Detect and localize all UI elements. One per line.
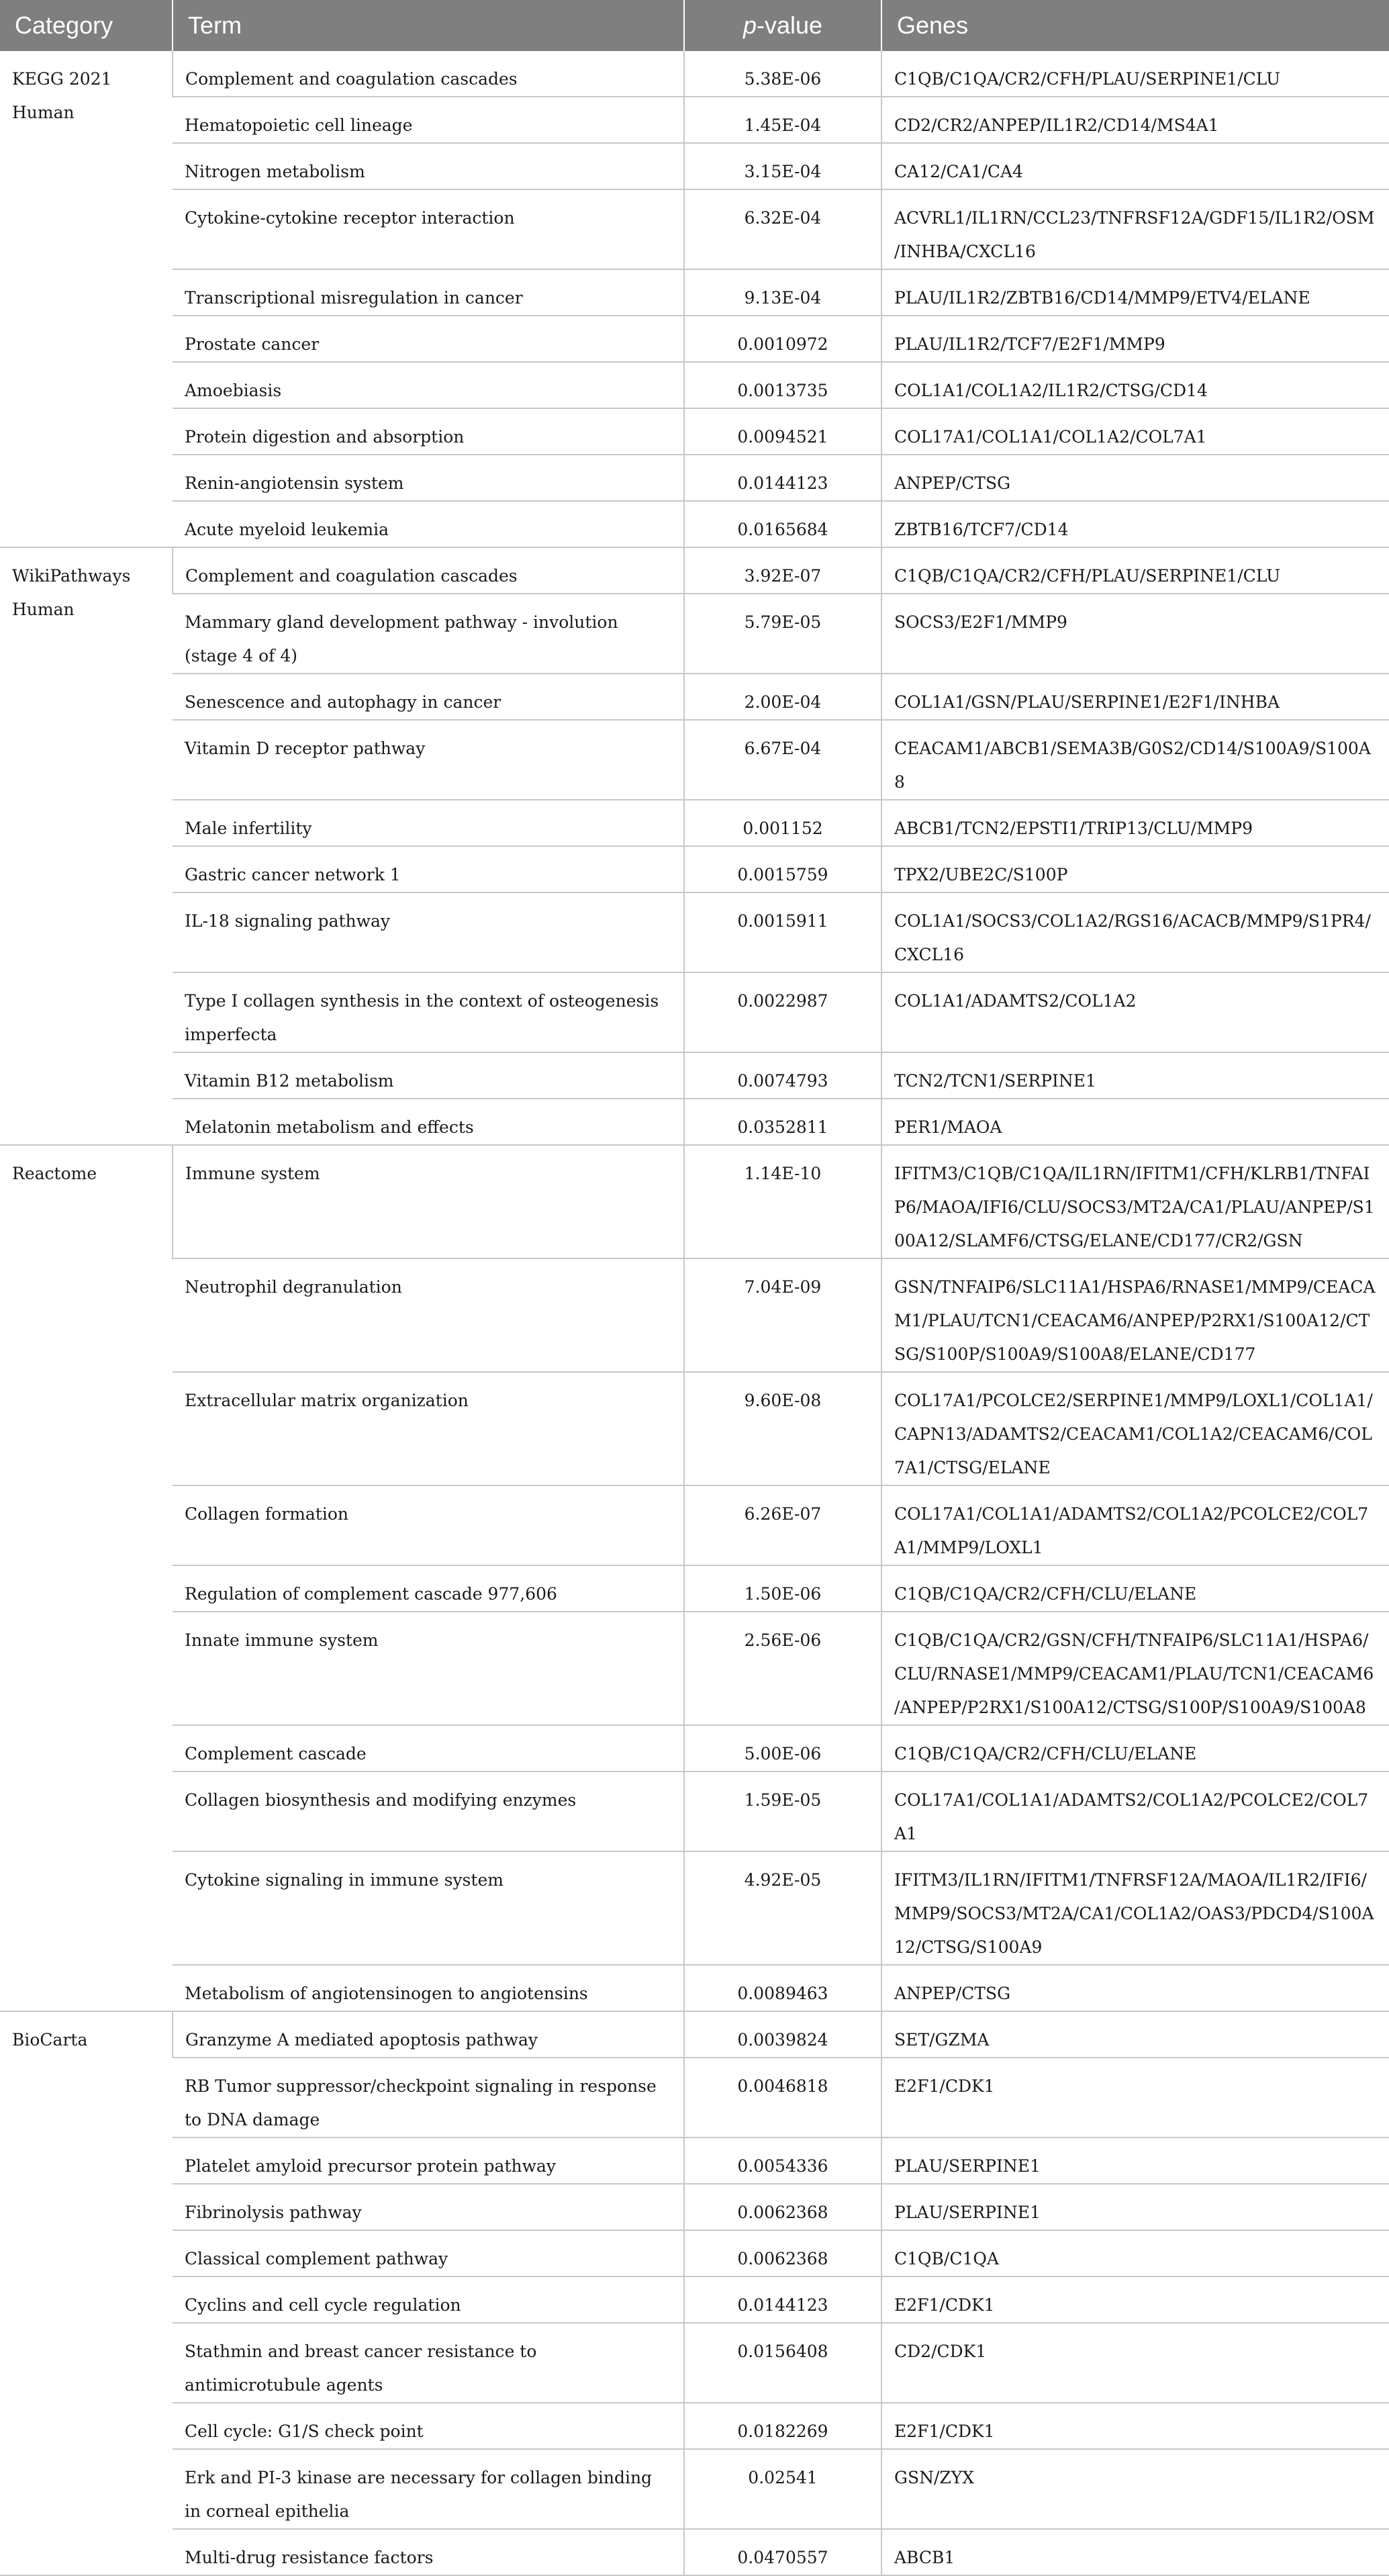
pvalue-cell: 0.0094521 (684, 408, 881, 455)
term-cell: Prostate cancer (173, 316, 684, 362)
pvalue-cell: 0.0022987 (684, 972, 881, 1052)
genes-cell: PLAU/SERPINE1 (881, 2137, 1389, 2184)
term-cell: Senescence and autophagy in cancer (173, 674, 684, 720)
genes-cell: C1QB/C1QA/CR2/CFH/PLAU/SERPINE1/CLU (881, 51, 1389, 97)
table-body (0, 51, 1389, 2575)
term-cell: Nitrogen metabolism (173, 143, 684, 189)
table-row (0, 972, 1389, 1052)
genes-cell: ZBTB16/TCF7/CD14 (881, 501, 1389, 547)
term-cell: Extracellular matrix organization (173, 1372, 684, 1485)
pvalue-cell: 0.0062368 (684, 2230, 881, 2276)
term-cell: Platelet amyloid precursor protein pathway (173, 2137, 684, 2184)
pvalue-cell: 1.50E-06 (684, 1565, 881, 1612)
genes-cell: E2F1/CDK1 (881, 2403, 1389, 2449)
genes-cell: CEACAM1/ABCB1/SEMA3B/G0S2/CD14/S100A9/S100A8 (881, 720, 1389, 800)
genes-cell: COL1A1/ADAMTS2/COL1A2 (881, 972, 1389, 1052)
table-row (0, 408, 1389, 455)
term-cell: Erk and PI-3 kinase are necessary for collagen binding in corneal epithelia (173, 2449, 684, 2529)
table-row (0, 594, 1389, 674)
term-cell: Regulation of complement cascade 977,606 (173, 1565, 684, 1612)
term-cell: Collagen formation (173, 1485, 684, 1565)
term-cell: Collagen biosynthesis and modifying enzymes (173, 1772, 684, 1851)
pvalue-cell: 9.13E-04 (684, 269, 881, 316)
pvalue-cell: 0.0089463 (684, 1965, 881, 2011)
table-row (0, 800, 1389, 846)
pvalue-cell: 0.0144123 (684, 2276, 881, 2323)
table-row (0, 2323, 1389, 2403)
pvalue-cell: 1.45E-04 (684, 97, 881, 143)
term-cell: Innate immune system (173, 1612, 684, 1725)
table-row (0, 2403, 1389, 2449)
genes-cell: ABCB1 (881, 2529, 1389, 2575)
genes-cell: IFITM3/C1QB/C1QA/IL1RN/IFITM1/CFH/KLRB1/TNFAIP6/MAOA/IFI6/CLU/SOCS3/MT2A/CA1/PLAU/ANPEP/S100A12/SLAMF6/CTSG/ELANE/CD177/CR2/GSN (881, 1145, 1389, 1258)
pvalue-cell: 3.15E-04 (684, 143, 881, 189)
genes-cell: COL17A1/COL1A1/ADAMTS2/COL1A2/PCOLCE2/COL7A1 (881, 1772, 1389, 1851)
pvalue-cell: 2.56E-06 (684, 1612, 881, 1725)
genes-cell: CD2/CDK1 (881, 2323, 1389, 2403)
table-row (0, 501, 1389, 547)
pvalue-cell: 5.79E-05 (684, 594, 881, 674)
table-row (0, 547, 1389, 594)
pvalue-cell: 0.0144123 (684, 455, 881, 501)
genes-cell: C1QB/C1QA/CR2/CFH/PLAU/SERPINE1/CLU (881, 547, 1389, 594)
pvalue-cell: 0.0352811 (684, 1099, 881, 1145)
table-row (0, 2058, 1389, 2137)
pvalue-cell: 0.0046818 (684, 2058, 881, 2137)
term-cell: Multi-drug resistance factors (173, 2529, 684, 2575)
genes-cell: C1QB/C1QA (881, 2230, 1389, 2276)
genes-cell: ANPEP/CTSG (881, 455, 1389, 501)
category-cell: Reactome (0, 1145, 173, 2011)
term-cell: Male infertility (173, 800, 684, 846)
term-cell: Granzyme A mediated apoptosis pathway (173, 2011, 684, 2058)
table-row (0, 316, 1389, 362)
table-row (0, 1052, 1389, 1099)
term-cell: Mammary gland development pathway - involution (stage 4 of 4) (173, 594, 684, 674)
genes-cell: COL17A1/COL1A1/ADAMTS2/COL1A2/PCOLCE2/COL7A1/MMP9/LOXL1 (881, 1485, 1389, 1565)
genes-cell: SOCS3/E2F1/MMP9 (881, 594, 1389, 674)
table-row (0, 1145, 1389, 1258)
term-cell: Immune system (173, 1145, 684, 1258)
term-cell: Gastric cancer network 1 (173, 846, 684, 892)
genes-cell: GSN/TNFAIP6/SLC11A1/HSPA6/RNASE1/MMP9/CEACAM1/PLAU/TCN1/CEACAM6/ANPEP/P2RX1/S100A12/CTSG/S100P/S100A9/S100A8/ELANE/CD177 (881, 1258, 1389, 1372)
pvalue-cell: 7.04E-09 (684, 1258, 881, 1372)
table-row (0, 1372, 1389, 1485)
table-row (0, 892, 1389, 972)
term-cell: IL-18 signaling pathway (173, 892, 684, 972)
category-cell: KEGG 2021 Human (0, 51, 173, 547)
term-cell: Classical complement pathway (173, 2230, 684, 2276)
term-cell: Metabolism of angiotensinogen to angiotensins (173, 1965, 684, 2011)
genes-cell: C1QB/C1QA/CR2/GSN/CFH/TNFAIP6/SLC11A1/HSPA6/CLU/RNASE1/MMP9/CEACAM1/PLAU/TCN1/CEACAM6/ANPEP/P2RX1/S100A12/CTSG/S100P/S100A9/S100A8 (881, 1612, 1389, 1725)
pvalue-cell: 0.0013735 (684, 362, 881, 408)
pvalue-cell: 0.0470557 (684, 2529, 881, 2575)
genes-cell: SET/GZMA (881, 2011, 1389, 2058)
pvalue-cell: 0.0182269 (684, 2403, 881, 2449)
term-cell: Cytokine signaling in immune system (173, 1851, 684, 1965)
table-row (0, 1258, 1389, 1372)
term-cell: Transcriptional misregulation in cancer (173, 269, 684, 316)
table-row (0, 362, 1389, 408)
table-row (0, 97, 1389, 143)
genes-cell: TCN2/TCN1/SERPINE1 (881, 1052, 1389, 1099)
pvalue-cell: 1.14E-10 (684, 1145, 881, 1258)
term-cell: Complement and coagulation cascades (173, 51, 684, 97)
header-pvalue (684, 0, 881, 51)
term-cell: Melatonin metabolism and effects (173, 1099, 684, 1145)
table-row (0, 2184, 1389, 2230)
term-cell: Cyclins and cell cycle regulation (173, 2276, 684, 2323)
pvalue-cell: 0.0165684 (684, 501, 881, 547)
genes-cell: C1QB/C1QA/CR2/CFH/CLU/ELANE (881, 1725, 1389, 1772)
table-row (0, 143, 1389, 189)
header-pvalue-rest: -value (756, 11, 823, 39)
genes-cell: ANPEP/CTSG (881, 1965, 1389, 2011)
term-cell: Cytokine-cytokine receptor interaction (173, 189, 684, 269)
term-cell: Fibrinolysis pathway (173, 2184, 684, 2230)
pvalue-cell: 3.92E-07 (684, 547, 881, 594)
table-row (0, 1725, 1389, 1772)
table-row (0, 2137, 1389, 2184)
table-row (0, 2276, 1389, 2323)
pvalue-cell: 5.00E-06 (684, 1725, 881, 1772)
table-header-row (0, 0, 1389, 51)
pvalue-cell: 0.0015911 (684, 892, 881, 972)
pvalue-cell: 1.59E-05 (684, 1772, 881, 1851)
genes-cell: ACVRL1/IL1RN/CCL23/TNFRSF12A/GDF15/IL1R2/OSM/INHBA/CXCL16 (881, 189, 1389, 269)
pvalue-cell: 0.001152 (684, 800, 881, 846)
genes-cell: TPX2/UBE2C/S100P (881, 846, 1389, 892)
genes-cell: PLAU/SERPINE1 (881, 2184, 1389, 2230)
table-row (0, 1772, 1389, 1851)
pvalue-cell: 0.0054336 (684, 2137, 881, 2184)
category-cell: WikiPathways Human (0, 547, 173, 1145)
genes-cell: ABCB1/TCN2/EPSTI1/TRIP13/CLU/MMP9 (881, 800, 1389, 846)
pvalue-cell: 0.0039824 (684, 2011, 881, 2058)
genes-cell: COL1A1/SOCS3/COL1A2/RGS16/ACACB/MMP9/S1PR4/CXCL16 (881, 892, 1389, 972)
genes-cell: COL17A1/PCOLCE2/SERPINE1/MMP9/LOXL1/COL1A1/CAPN13/ADAMTS2/CEACAM1/COL1A2/CEACAM6/COL7A1/CTSG/ELANE (881, 1372, 1389, 1485)
pvalue-cell: 0.02541 (684, 2449, 881, 2529)
genes-cell: GSN/ZYX (881, 2449, 1389, 2529)
header-term: Term (173, 0, 684, 51)
genes-cell: COL1A1/COL1A2/IL1R2/CTSG/CD14 (881, 362, 1389, 408)
header-pvalue-italic: p (743, 11, 757, 39)
category-cell: BioCarta (0, 2011, 173, 2575)
table-row (0, 674, 1389, 720)
pvalue-cell: 0.0062368 (684, 2184, 881, 2230)
term-cell: Renin-angiotensin system (173, 455, 684, 501)
pvalue-cell: 5.38E-06 (684, 51, 881, 97)
table-row (0, 846, 1389, 892)
genes-cell: C1QB/C1QA/CR2/CFH/CLU/ELANE (881, 1565, 1389, 1612)
genes-cell: CA12/CA1/CA4 (881, 143, 1389, 189)
genes-cell: IFITM3/IL1RN/IFITM1/TNFRSF12A/MAOA/IL1R2/IFI6/MMP9/SOCS3/MT2A/CA1/COL1A2/OAS3/PDCD4/S100A12/CTSG/S100A9 (881, 1851, 1389, 1965)
term-cell: Vitamin D receptor pathway (173, 720, 684, 800)
table-row (0, 1485, 1389, 1565)
pvalue-cell: 4.92E-05 (684, 1851, 881, 1965)
table-row (0, 189, 1389, 269)
genes-cell: COL17A1/COL1A1/COL1A2/COL7A1 (881, 408, 1389, 455)
pvalue-cell: 0.0156408 (684, 2323, 881, 2403)
term-cell: Complement cascade (173, 1725, 684, 1772)
pvalue-cell: 6.32E-04 (684, 189, 881, 269)
table-row (0, 2529, 1389, 2575)
table-row (0, 1565, 1389, 1612)
header-category: Category (0, 0, 173, 51)
pvalue-cell: 0.0015759 (684, 846, 881, 892)
term-cell: Acute myeloid leukemia (173, 501, 684, 547)
pvalue-cell: 0.0074793 (684, 1052, 881, 1099)
term-cell: Neutrophil degranulation (173, 1258, 684, 1372)
genes-cell: PLAU/IL1R2/ZBTB16/CD14/MMP9/ETV4/ELANE (881, 269, 1389, 316)
term-cell: Amoebiasis (173, 362, 684, 408)
pvalue-cell: 6.67E-04 (684, 720, 881, 800)
table-row (0, 720, 1389, 800)
table-row (0, 51, 1389, 97)
genes-cell: PLAU/IL1R2/TCF7/E2F1/MMP9 (881, 316, 1389, 362)
term-cell: RB Tumor suppressor/checkpoint signaling in response to DNA damage (173, 2058, 684, 2137)
table-row (0, 1099, 1389, 1145)
term-cell: Hematopoietic cell lineage (173, 97, 684, 143)
term-cell: Vitamin B12 metabolism (173, 1052, 684, 1099)
genes-cell: COL1A1/GSN/PLAU/SERPINE1/E2F1/INHBA (881, 674, 1389, 720)
table-row (0, 1965, 1389, 2011)
term-cell: Stathmin and breast cancer resistance to antimicrotubule agents (173, 2323, 684, 2403)
pvalue-cell: 9.60E-08 (684, 1372, 881, 1485)
term-cell: Complement and coagulation cascades (173, 547, 684, 594)
table-row (0, 2011, 1389, 2058)
term-cell: Protein digestion and absorption (173, 408, 684, 455)
header-genes: Genes (881, 0, 1389, 51)
table-row (0, 2449, 1389, 2529)
term-cell: Cell cycle: G1/S check point (173, 2403, 684, 2449)
genes-cell: PER1/MAOA (881, 1099, 1389, 1145)
genes-cell: CD2/CR2/ANPEP/IL1R2/CD14/MS4A1 (881, 97, 1389, 143)
genes-cell: E2F1/CDK1 (881, 2276, 1389, 2323)
table-row (0, 1612, 1389, 1725)
pvalue-cell: 6.26E-07 (684, 1485, 881, 1565)
pvalue-cell: 2.00E-04 (684, 674, 881, 720)
table-row (0, 1851, 1389, 1965)
genes-cell: E2F1/CDK1 (881, 2058, 1389, 2137)
table-row (0, 269, 1389, 316)
pvalue-cell: 0.0010972 (684, 316, 881, 362)
table-row (0, 2230, 1389, 2276)
term-cell: Type I collagen synthesis in the context of osteogenesis imperfecta (173, 972, 684, 1052)
table-row (0, 455, 1389, 501)
